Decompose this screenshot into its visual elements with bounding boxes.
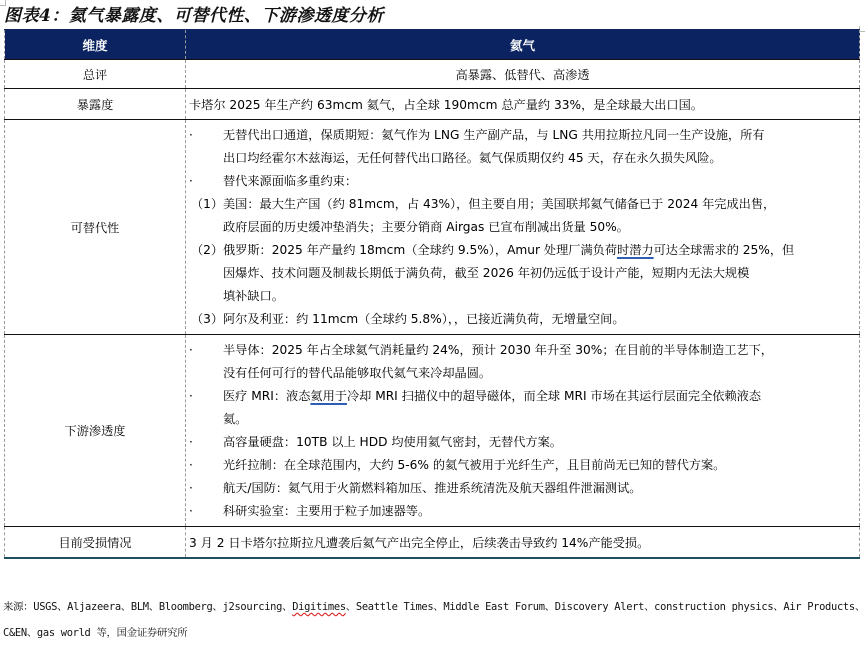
list-item-text: 医疗 MRI：液态: [223, 389, 311, 403]
list-item-continuation: 出口均经霍尔木兹海运，无任何替代出口路径。氦气保质期仅约 45 天，存在永久损失风险。: [223, 151, 722, 165]
table-row-overall: [5, 60, 860, 89]
bullet-icon: ·: [189, 389, 193, 403]
numbered-item: [189, 193, 853, 216]
list-item-text: 无替代出口通道，保质期短：氦气作为 LNG 生产副产品，与 LNG 共用拉斯拉凡同一生产设施，所有: [223, 128, 765, 142]
bullet-icon: ·: [189, 481, 193, 495]
grammar-underlined-text: 氦用于: [310, 389, 347, 403]
bullet-icon: ·: [189, 343, 193, 357]
table-row-damage: [5, 527, 860, 559]
list-item-continuation: 氦。: [223, 412, 248, 426]
row-value: 3 月 2 日卡塔尔拉斯拉凡遭袭后氦气产出完全停止，后续袭击导致约 14%产能受损。: [186, 527, 860, 559]
spellcheck-flagged-text: Digitimes: [292, 601, 346, 613]
row-value: 高暴露、低替代、高渗透: [186, 60, 860, 89]
bullet-icon: ·: [189, 174, 193, 188]
source-line-1: [3, 594, 865, 620]
bullet-icon: ·: [189, 128, 193, 142]
item-number: （2）: [191, 243, 224, 257]
list-item: [189, 339, 853, 362]
list-item: [189, 124, 853, 147]
figure-title: 图表4：氦气暴露度、可替代性、下游渗透度分析: [4, 6, 384, 26]
source-text: 来源：USGS、Aljazeera、BLM、Bloomberg、j2sourcing、: [3, 601, 293, 613]
row-label: 目前受损情况: [5, 527, 186, 559]
row-label: 总评: [5, 60, 186, 89]
item-number: （1）: [191, 197, 224, 211]
list-item: [189, 477, 853, 500]
table-row-exposure: [5, 89, 860, 120]
list-item-text: 航天/国防：氦气用于火箭燃料箱加压、推进系统清洗及航天器组件泄漏测试。: [223, 481, 642, 495]
bullet-icon: ·: [189, 435, 193, 449]
row-value: [186, 120, 860, 335]
helium-analysis-table: [4, 29, 860, 559]
list-item: [189, 500, 853, 523]
list-item-text: 阿尔及利亚：约 11mcm（全球约 5.8%），，已接近满负荷，无增量空间。: [223, 312, 625, 326]
numbered-item: [189, 239, 853, 262]
source-line-2: C&EN、gas world 等，国金证券研究所: [3, 627, 188, 639]
list-item-text: 半导体：2025 年占全球氦气消耗量约 24%，预计 2030 年升至 30%；在目前的半导体制造工艺下，: [223, 343, 773, 357]
list-item-continuation: 政府层面的历史缓冲垫消失；主要分销商 Airgas 已宣布削减出货量 50%。: [223, 220, 629, 234]
table-row-downstream: [5, 335, 860, 527]
list-item-text: 美国：最大生产国（约 81mcm，占 43%），但主要自用；美国联邦氦气储备已于 2024 年完成出售，: [223, 197, 776, 211]
list-item-continuation: 没有任何可行的替代品能够取代氦气来冷却晶圆。: [223, 366, 492, 380]
helium-analysis-table-container: [4, 29, 859, 559]
list-item-continuation: 填补缺口。: [223, 289, 284, 303]
list-item: [189, 454, 853, 477]
list-item-text: 高容量硬盘：10TB 以上 HDD 均使用氦气密封，无替代方案。: [223, 435, 562, 449]
header-dimension: 维度: [5, 30, 186, 60]
table-row-substitutability: [5, 120, 860, 335]
list-item-text: 冷却 MRI 扫描仪中的超导磁体，而全球 MRI 市场在其运行层面完全依赖液态: [346, 389, 762, 403]
list-item-text: 可达全球需求的 25%，但: [653, 243, 795, 257]
list-item-text: 科研实验室：主要用于粒子加速器等。: [223, 504, 431, 518]
row-label: 暴露度: [5, 89, 186, 120]
list-item: [189, 385, 853, 408]
list-item: [189, 431, 853, 454]
grammar-underlined-text: 时潜力: [617, 243, 654, 257]
item-number: （3）: [191, 312, 224, 326]
row-label: 下游渗透度: [5, 335, 186, 527]
source-note: [3, 594, 865, 646]
row-value: 卡塔尔 2025 年生产约 63mcm 氦气，占全球 190mcm 总产量约 33%，是全球最大出口国。: [186, 89, 860, 120]
list-item: [189, 170, 853, 193]
list-item-text: 光纤拉制：在全球范围内，大约 5-6% 的氦气被用于光纤生产，且目前尚无已知的替代方案。: [223, 458, 726, 472]
bullet-icon: ·: [189, 504, 193, 518]
row-label: 可替代性: [5, 120, 186, 335]
numbered-item: [189, 308, 853, 331]
list-item-continuation: 因爆炸、技术问题及制裁长期低于满负荷，截至 2026 年初仍远低于设计产能，短期内无法大规模: [223, 266, 750, 280]
table-header-row: [5, 30, 860, 60]
list-item-text: 替代来源面临多重约束：: [223, 174, 358, 188]
source-text: 、Seattle Times、Middle East Forum、Discovery Alert、construction physics、Air Products、: [345, 601, 865, 613]
header-helium: 氦气: [186, 30, 860, 60]
bullet-icon: ·: [189, 458, 193, 472]
row-value: [186, 335, 860, 527]
list-item-text: 俄罗斯：2025 年产量约 18mcm（全球约 9.5%），Amur 处理厂满负荷: [223, 243, 618, 257]
